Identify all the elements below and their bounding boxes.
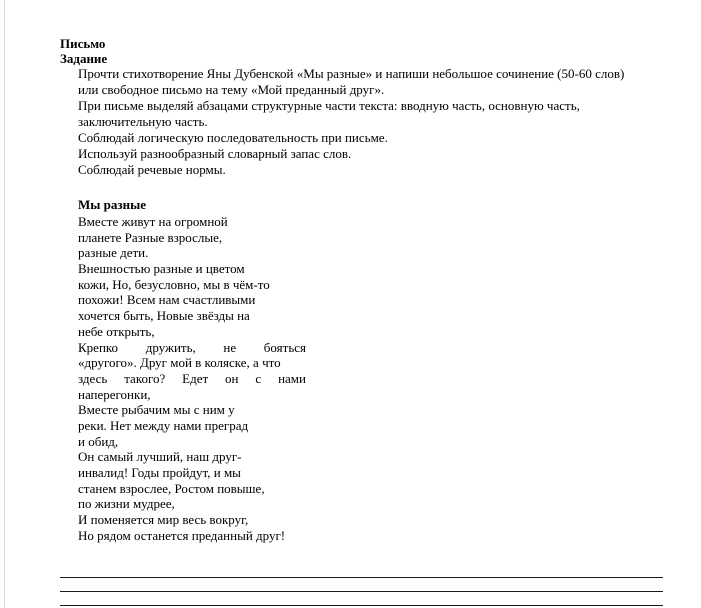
task-paragraph: Соблюдай логическую последовательность при письме.: [78, 130, 388, 145]
writing-line: [60, 591, 663, 592]
poem-line: И поменяется мир весь вокруг,: [78, 512, 249, 528]
poem-line: Но рядом останется преданный друг!: [78, 527, 286, 543]
poem-line: и обид,: [78, 433, 119, 449]
poem-line: Он самый лучший, наш друг-: [78, 449, 242, 465]
task-paragraph: При письме выделяй абзацами структурные части текста: вводную часть, основную часть, заключительную часть.: [78, 98, 580, 129]
task-paragraph: Используй разнообразный словарный запас слов.: [78, 146, 352, 161]
poem-line: здесь такого? Едет он с нами: [78, 370, 306, 386]
poem-line: Вместе рыбачим мы с ним у: [78, 402, 235, 418]
task-paragraph: Соблюдай речевые нормы.: [78, 162, 226, 177]
poem-line: Внешностью разные и цветом: [78, 261, 245, 277]
task-instructions: [78, 66, 644, 178]
task-paragraph: Прочти стихотворение Яны Дубенской «Мы разные» и напиши небольшое сочинение (50-60 слов) или свободное письмо на тему «Мой преданный друг».: [78, 66, 625, 97]
poem-text: [78, 214, 308, 543]
poem-line: разные дети.: [78, 245, 149, 261]
poem-line: по жизни мудрее,: [78, 496, 175, 512]
poem-line: станем взрослее, Ростом повыше,: [78, 480, 265, 496]
poem-line: наперегонки,: [78, 386, 151, 402]
poem-line: реки. Нет между нами преград: [78, 417, 249, 433]
poem-line: Вместе живут на огромной: [78, 214, 228, 229]
poem-line: Крепко дружить, не бояться: [78, 339, 306, 355]
poem-line: «другого». Друг мой в коляске, а что: [78, 355, 281, 371]
poem-line: кожи, Но, безусловно, мы в чём-то: [78, 276, 270, 292]
poem-line: планете Разные взрослые,: [78, 229, 223, 245]
poem-line: хочется быть, Новые звёзды на: [78, 308, 250, 324]
section-heading: Письмо: [60, 36, 106, 51]
poem-title: Мы разные: [78, 197, 147, 212]
poem-line: похожи! Всем нам счастливыми: [78, 292, 256, 308]
poem-line: небе открыть,: [78, 323, 155, 339]
writing-line: [60, 605, 663, 606]
page-edge: [4, 0, 5, 608]
task-heading: Задание: [60, 51, 108, 66]
writing-line: [60, 577, 663, 578]
poem-line: инвалид! Годы пройдут, и мы: [78, 465, 241, 480]
